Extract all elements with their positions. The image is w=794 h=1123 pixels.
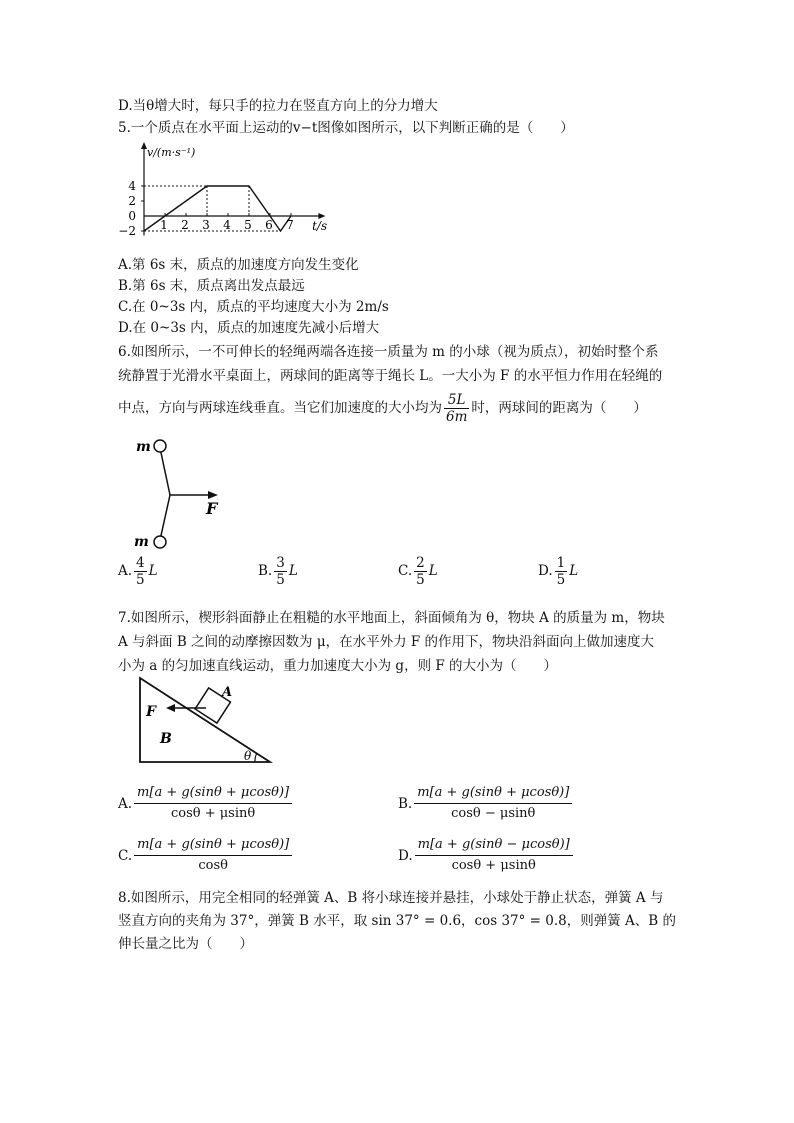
x-tick-label: 1	[160, 218, 168, 232]
q6-ball-top	[154, 440, 166, 452]
option-label: C.	[398, 563, 413, 579]
x-tick-label: 5	[244, 218, 252, 232]
x-tick-label: 2	[181, 218, 189, 232]
option-fraction	[134, 836, 292, 875]
option-label: D.	[398, 847, 413, 864]
option-fraction	[414, 555, 427, 588]
option-fraction	[414, 784, 572, 823]
option-numerator: 4	[136, 555, 145, 571]
option-denominator: cosθ	[198, 858, 228, 873]
q6-option-d[interactable]	[538, 555, 578, 588]
option-variable: L	[428, 563, 438, 579]
q5-option-c: C.在 0~3s 内，质点的平均速度大小为 2m/s	[118, 299, 389, 315]
option-denominator: cosθ + μsinθ	[451, 858, 536, 873]
option-fraction	[555, 555, 568, 588]
q6-label-force: F	[206, 499, 218, 518]
q5-option-d: D.在 0~3s 内，质点的加速度先减小后增大	[118, 320, 380, 336]
option-denominator: 5	[136, 572, 145, 588]
q7-option-d[interactable]	[398, 836, 573, 875]
q7-label-wedge: B	[160, 731, 172, 747]
y-tick-label: −2	[118, 224, 136, 238]
option-denominator: cosθ + μsinθ	[170, 806, 256, 821]
q6-option-a[interactable]	[118, 555, 158, 588]
x-tick-label: 4	[223, 218, 231, 232]
option-numerator: m[a + g(sinθ + μcosθ)]	[134, 836, 292, 856]
option-label: A.	[118, 795, 133, 812]
q6-stem-line1: 6.如图所示，一不可伸长的轻绳两端各连接一质量为 m 的小球（视为质点），初始时整个系	[118, 344, 659, 360]
q7-stem-line1: 7.如图所示，楔形斜面静止在粗糙的水平地面上，斜面倾角为 θ，物块 A 的质量为 m，物块	[118, 610, 665, 626]
option-denominator: cosθ − μsinθ	[451, 806, 536, 821]
q6-accel-fraction	[444, 392, 469, 425]
option-numerator: 2	[416, 555, 425, 571]
q7-label-block: A	[222, 685, 233, 700]
q7-option-c[interactable]	[118, 836, 292, 875]
option-denominator: 5	[416, 572, 425, 588]
q6-accel-denominator: 6m	[446, 409, 468, 425]
t-axis-label: t/s	[312, 219, 328, 233]
option-numerator: 3	[276, 555, 285, 571]
option-variable: L	[148, 563, 158, 579]
q6-stem-text-a: 中点，方向与两球连线垂直。当它们加速度的大小均为	[118, 400, 442, 416]
option-numerator: 1	[556, 555, 566, 571]
q5-option-a: A.第 6s 末，质点的加速度方向发生变化	[118, 257, 359, 273]
option-label: A.	[118, 563, 133, 579]
q8-stem-line3: 伸长量之比为（ ）	[118, 936, 253, 952]
option-numerator: m[a + g(sinθ − μcosθ)]	[415, 836, 573, 856]
q6-label-m-top: m	[136, 439, 151, 455]
q5-stem: 5.一个质点在水平面上运动的v−t图像如图所示，以下判断正确的是（ ）	[118, 120, 574, 136]
v-axis-label: v/(m·s⁻¹)	[147, 146, 196, 159]
x-tick-label: 7	[286, 218, 294, 232]
q8-stem-line2: 竖直方向的夹角为 37°，弹簧 B 水平，取 sin 37° = 0.6，cos 37° = 0.8，则弹簧 A、B 的	[118, 913, 676, 929]
q6-option-c[interactable]	[398, 555, 438, 588]
option-denominator: 5	[556, 572, 566, 588]
x-tick-label: 6	[265, 218, 273, 232]
option-numerator: m[a + g(sinθ + μcosθ)]	[134, 784, 292, 804]
q6-accel-numerator: 5L	[444, 392, 469, 409]
option-label: D.	[538, 563, 553, 579]
q5-option-b: B.第 6s 末，质点离出发点最远	[118, 278, 305, 294]
q6-stem-text-b: 时，两球间的距离为（ ）	[471, 400, 647, 416]
q8-stem-line1: 8.如图所示，用完全相同的轻弹簧 A、B 将小球连接并悬挂，小球处于静止状态，弹簧 A 与	[118, 890, 664, 906]
q7-option-a[interactable]	[118, 784, 292, 823]
y-tick-label: 4	[128, 179, 136, 193]
q7-label-force: F	[146, 704, 156, 720]
option-fraction	[415, 836, 573, 875]
option-variable: L	[569, 563, 579, 579]
y-tick-label: 0	[128, 209, 136, 223]
q6-stem-line2: 统静置于光滑水平桌面上，两球间的距离等于绳长 L。一大小为 F 的水平恒力作用在轻绳的	[118, 368, 663, 384]
option-label: B.	[258, 563, 273, 579]
q6-figure	[130, 432, 240, 552]
q6-option-b[interactable]	[258, 555, 298, 588]
q6-ball-bottom	[154, 536, 166, 548]
option-label: C.	[118, 847, 133, 864]
q7-label-angle: θ	[244, 749, 252, 763]
option-label: B.	[398, 795, 413, 812]
option-variable: L	[288, 563, 298, 579]
vt-graph	[118, 140, 348, 250]
q7-figure	[130, 672, 280, 772]
q7-option-b[interactable]	[398, 784, 572, 823]
option-denominator: 5	[276, 572, 285, 588]
option-fraction	[134, 784, 292, 823]
y-tick-label: 2	[128, 194, 136, 208]
q4-option-d: D.当θ增大时，每只手的拉力在竖直方向上的分力增大	[118, 98, 438, 114]
option-fraction	[274, 555, 287, 588]
option-numerator: m[a + g(sinθ + μcosθ)]	[414, 784, 572, 804]
option-fraction	[134, 555, 147, 588]
q6-stem-line3	[118, 390, 647, 426]
q7-stem-line3: 小为 a 的匀加速直线运动，重力加速度大小为 g，则 F 的大小为（ ）	[118, 658, 558, 674]
q7-stem-line2: A 与斜面 B 之间的动摩擦因数为 μ，在水平外力 F 的作用下，物块沿斜面向上做加速度大	[118, 634, 655, 650]
q6-label-m-bottom: m	[134, 534, 149, 550]
x-tick-label: 3	[202, 218, 210, 232]
